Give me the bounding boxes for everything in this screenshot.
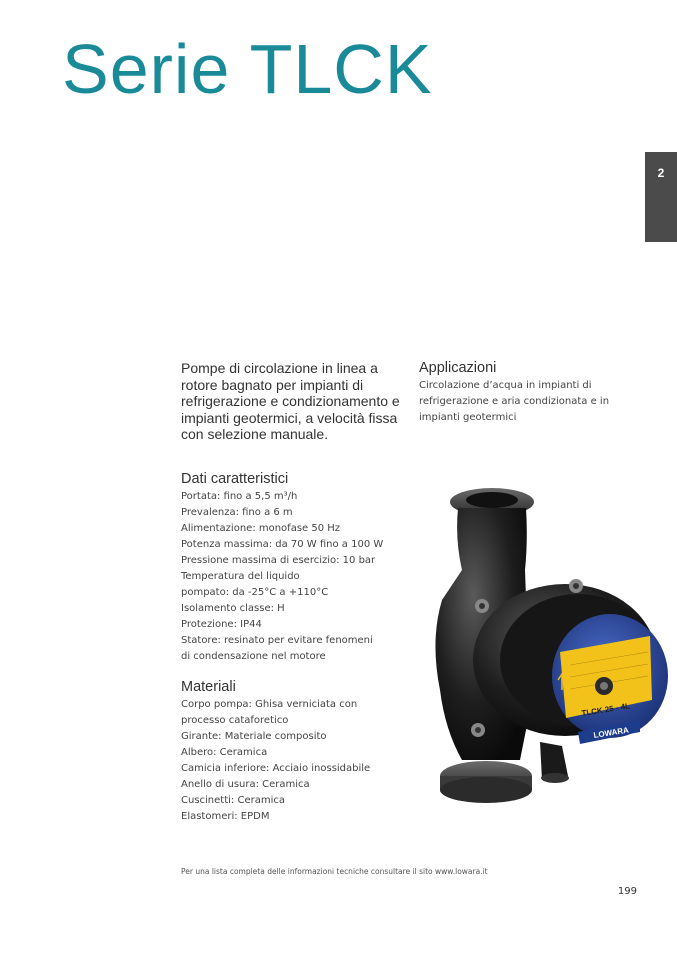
- applicazioni-section: [419, 360, 629, 426]
- materiali-line: Corpo pompa: Ghisa verniciata con: [181, 699, 358, 710]
- materiali-line: Anello di usura: Ceramica: [181, 779, 310, 790]
- dati-heading: Dati caratteristici: [181, 471, 289, 487]
- dati-line: di condensazione nel motore: [181, 651, 326, 662]
- dati-line: Statore: resinato per evitare fenomeni: [181, 635, 373, 646]
- dati-section: [181, 471, 411, 665]
- materiali-line: processo cataforetico: [181, 715, 289, 726]
- dati-line: Alimentazione: monofase 50 Hz: [181, 523, 341, 534]
- materiali-line: Elastomeri: EPDM: [181, 811, 270, 822]
- materiali-line: Girante: Materiale composito: [181, 731, 327, 742]
- materiali-heading: Materiali: [181, 679, 236, 695]
- dati-line: pompato: da -25°C a +110°C: [181, 587, 329, 598]
- intro-text: Pompe di circolazione in linea a rotore bagnato per impianti di refrigerazione e condizionamento e impianti geotermici, a velocità fissa con selezione manuale.: [181, 360, 400, 442]
- section-tab-number: 2: [657, 166, 665, 180]
- dati-line: Pressione massima di esercizio: 10 bar: [181, 555, 376, 566]
- dati-line: Portata: fino a 5,5 m³/h: [181, 491, 298, 502]
- materiali-line: Camicia inferiore: Acciaio inossidabile: [181, 763, 371, 774]
- dati-line: Prevalenza: fino a 6 m: [181, 507, 293, 518]
- dati-line: Temperatura del liquido: [181, 571, 300, 582]
- applicazioni-heading: Applicazioni: [419, 360, 497, 376]
- section-tab: [645, 152, 677, 242]
- dati-line: Isolamento classe: H: [181, 603, 285, 614]
- pump-image: [400, 480, 677, 810]
- footer-note: Per una lista completa delle informazioni tecniche consultare il sito www.lowara.it: [181, 867, 488, 876]
- materiali-section: [181, 679, 411, 825]
- dati-line: Potenza massima: da 70 W fino a 100 W: [181, 539, 384, 550]
- applicazioni-text: Circolazione d’acqua in impianti di refrigerazione e aria condizionata e in impianti geotermici: [419, 380, 610, 423]
- pump-model-label: TLCK 25 - 4L: [580, 701, 631, 718]
- materiali-line: Albero: Ceramica: [181, 747, 268, 758]
- page-number: 199: [617, 886, 637, 897]
- pump-brand-label: LOWARA: [592, 725, 630, 740]
- materiali-line: Cuscinetti: Ceramica: [181, 795, 285, 806]
- dati-line: Protezione: IP44: [181, 619, 262, 630]
- page-title: Serie TLCK: [62, 30, 433, 108]
